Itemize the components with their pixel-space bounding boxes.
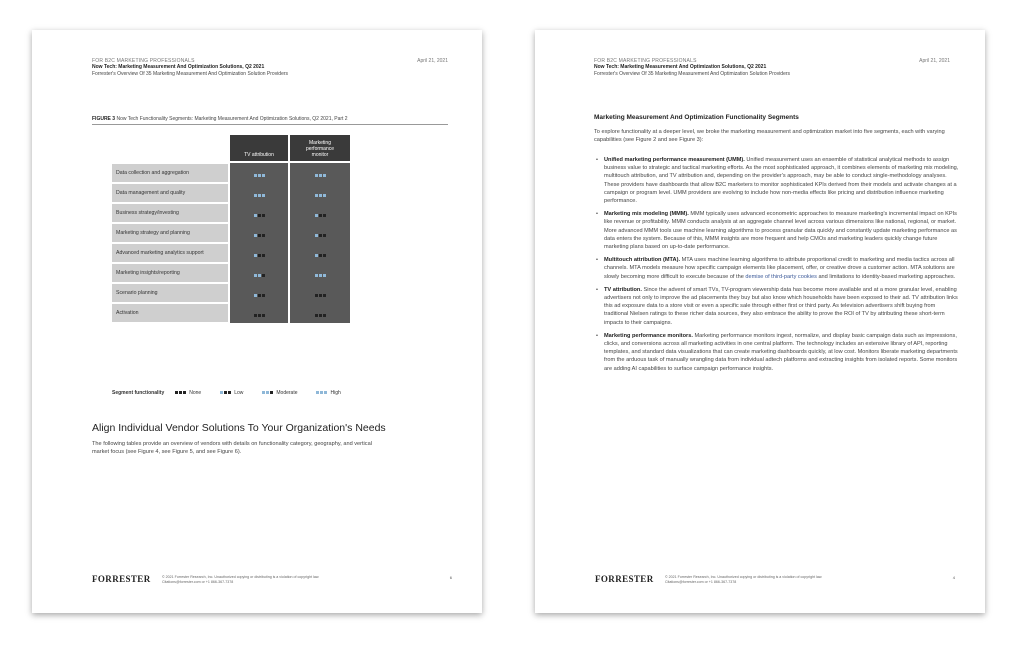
functionality-indicator <box>314 284 326 302</box>
indicator-square <box>315 234 318 237</box>
legend-item <box>261 390 297 396</box>
functionality-indicator <box>314 164 326 182</box>
functionality-indicator <box>261 390 273 396</box>
report-subtitle: Forrester's Overview Of 35 Marketing Measurement And Optimization Solution Providers <box>92 70 289 77</box>
table-cell <box>230 303 288 323</box>
bullet-title: Unified marketing performance measurement (UMM). <box>604 157 745 163</box>
functionality-indicator <box>219 390 231 396</box>
indicator-square <box>254 274 257 277</box>
indicator-square <box>258 294 261 297</box>
indicator-square <box>319 194 322 197</box>
table-row <box>112 303 352 323</box>
intro-paragraph: To explore functionality at a deeper level, we broke the marketing measurement and optimization market into five segments, each with varying capabilities (see Figure 2 and see Figure 3): <box>594 129 945 143</box>
segment-bullet <box>594 156 959 205</box>
indicator-square <box>315 314 318 317</box>
indicator-square <box>258 274 261 277</box>
indicator-square <box>258 194 261 197</box>
legend-item <box>219 390 243 396</box>
functionality-indicator <box>316 390 328 396</box>
indicator-square <box>315 194 318 197</box>
indicator-square <box>262 174 265 177</box>
indicator-square <box>323 294 326 297</box>
indicator-square <box>315 274 318 277</box>
row-label: Data management and quality <box>112 184 228 202</box>
inline-link[interactable]: demise of third-party cookies <box>745 273 817 280</box>
indicator-square <box>262 391 265 394</box>
indicator-square <box>319 294 322 297</box>
indicator-square <box>319 174 322 177</box>
table-cell <box>290 303 350 323</box>
indicator-square <box>258 314 261 317</box>
indicator-square <box>323 254 326 257</box>
indicator-square <box>254 254 257 257</box>
table-row <box>112 183 352 203</box>
row-label: Data collection and aggregation <box>112 164 228 182</box>
report-date: April 21, 2021 <box>417 58 448 64</box>
bullet-title: TV attribution. <box>604 286 642 293</box>
legend-item <box>316 390 341 396</box>
row-label: Activation <box>112 304 228 322</box>
indicator-square <box>262 234 265 237</box>
indicator-square <box>323 174 326 177</box>
column-header-performance-monitor: Marketing performance monitor <box>290 135 350 161</box>
report-date: April 21, 2021 <box>919 58 950 64</box>
document-page-right <box>535 30 985 613</box>
indicator-square <box>323 194 326 197</box>
figure-caption <box>92 116 448 125</box>
indicator-square <box>254 214 257 217</box>
indicator-square <box>258 234 261 237</box>
legend-item-label: Moderate <box>276 390 298 396</box>
indicator-square <box>262 194 265 197</box>
segment-bullet <box>594 256 959 281</box>
table-row <box>112 163 352 183</box>
indicator-square <box>323 234 326 237</box>
row-label: Marketing insights/reporting <box>112 264 228 282</box>
copyright-line: © 2021 Forrester Research, Inc. Unauthorized copying or distributing is a violation of copyright law. <box>162 575 320 579</box>
bullet-text: Marketing performance monitors ingest, normalize, and display basic campaign data such as impressions, clicks, and conversions across all marketing activities in one central platform. The technology includes an extensive library of API, reporting templates, and standard data visualizations that can create marketing dashboards quickly, at low cost. Monitors liberate marketing departments from the arduous task of manually wrangling data from individual adtech platforms and extracting insights from isolated reports. Some monitors are adding AI capabilities to surface campaign performance insights. <box>604 332 958 372</box>
copyright-line: © 2021 Forrester Research, Inc. Unauthorized copying or distributing is a violation of copyright law. <box>665 575 823 579</box>
section-title: Marketing Measurement And Optimization Functionality Segments <box>594 114 799 121</box>
indicator-square <box>258 214 261 217</box>
audience-label: FOR B2C MARKETING PROFESSIONALS <box>594 58 697 64</box>
functionality-indicator <box>253 244 265 262</box>
indicator-square <box>315 254 318 257</box>
copyright-text <box>162 575 402 585</box>
bullet-text: MMM typically uses advanced econometric approaches to measure marketing's incremental impact on KPIs like revenue or profitability. MMM conducts analysis at an aggregate channel level across various dimensions like national, regional, or market. More advanced MMM tools use machine learning algorithms to process granular data quickly and constantly update marketing performance as data enters the system. Because of this, MMM insights are more frequent and help CMOs and marketing leaders quickly change future marketing plans based on up-to-date performance. <box>604 211 957 251</box>
table-cell <box>290 243 350 263</box>
table-cell <box>230 223 288 243</box>
table-cell <box>290 203 350 223</box>
table-cell <box>290 283 350 303</box>
indicator-square <box>254 294 257 297</box>
bullet-text-tail: and limitations to identity-based marketing approaches. <box>816 273 956 280</box>
segment-bullet-list <box>594 156 959 378</box>
contact-line: Citations@forrester.com or +1 866-367-7378 <box>665 580 737 584</box>
page-header <box>594 58 950 77</box>
functionality-indicator <box>314 184 326 202</box>
indicator-square <box>320 391 323 394</box>
indicator-square <box>315 174 318 177</box>
legend-item-label: Low <box>234 390 244 396</box>
functionality-indicator <box>253 264 265 282</box>
indicator-square <box>262 314 265 317</box>
table-cell <box>230 283 288 303</box>
legend-label: Segment functionality <box>112 390 165 396</box>
indicator-square <box>254 174 257 177</box>
indicator-square <box>262 294 265 297</box>
table-cell <box>230 203 288 223</box>
functionality-indicator <box>253 284 265 302</box>
legend-item-label: High <box>330 390 341 396</box>
table-cell <box>230 163 288 183</box>
indicator-square <box>270 391 273 394</box>
row-label: Scenario planning <box>112 284 228 302</box>
row-label: Advanced marketing analytics support <box>112 244 228 262</box>
forrester-logo: FORRESTER <box>92 574 151 584</box>
indicator-square <box>315 214 318 217</box>
table-body <box>112 163 352 323</box>
table-row <box>112 283 352 303</box>
indicator-square <box>179 391 182 394</box>
segment-bullet <box>594 286 959 327</box>
indicator-square <box>254 314 257 317</box>
functionality-indicator <box>314 264 326 282</box>
indicator-square <box>266 391 269 394</box>
indicator-square <box>183 391 186 394</box>
row-label: Marketing strategy and planning <box>112 224 228 242</box>
indicator-square <box>315 294 318 297</box>
forrester-logo: FORRESTER <box>595 574 654 584</box>
segment-bullet <box>594 210 959 251</box>
functionality-indicator <box>314 304 326 322</box>
indicator-square <box>319 314 322 317</box>
table-cell <box>290 223 350 243</box>
indicator-square <box>220 391 223 394</box>
table-cell <box>290 263 350 283</box>
indicator-square <box>316 391 319 394</box>
page-footer <box>92 574 452 594</box>
bullet-title: Multitouch attribution (MTA). <box>604 257 681 264</box>
bullet-text: MTA uses machine learning algorithms to attribute proportional credit to marketing and media tactics across all channels. MTA models measure how specific campaign elements like placement, offer, or creative drove a customer action. MTA solutions are slowly becoming more difficult to execute because of the <box>604 257 955 280</box>
report-title: Now Tech: Marketing Measurement And Optimization Solutions, Q2 2021 <box>594 64 767 71</box>
functionality-indicator <box>314 204 326 222</box>
table-cell <box>230 243 288 263</box>
copyright-text <box>665 575 905 585</box>
table-cell <box>230 183 288 203</box>
report-title: Now Tech: Marketing Measurement And Optimization Solutions, Q2 2021 <box>92 64 265 71</box>
indicator-square <box>319 214 322 217</box>
audience-label: FOR B2C MARKETING PROFESSIONALS <box>92 58 195 64</box>
table-row <box>112 223 352 243</box>
table-row <box>112 243 352 263</box>
contact-line: Citations@forrester.com or +1 866-367-7378 <box>162 580 234 584</box>
figure-title: Now Tech Functionality Segments: Marketing Measurement And Optimization Solutions, Q2 2021, Part 2 <box>116 116 348 122</box>
functionality-indicator <box>314 244 326 262</box>
indicator-square <box>323 274 326 277</box>
indicator-square <box>175 391 178 394</box>
table-cell <box>290 163 350 183</box>
functionality-indicator <box>253 304 265 322</box>
indicator-square <box>262 214 265 217</box>
indicator-square <box>228 391 231 394</box>
bullet-text: Unified measurement uses an ensemble of statistical analytical methods to assign business value to strategic and tactical marketing efforts. As the most sophisticated approach, it combines elements of marketing mix modeling, multitouch attribution, and TV attribution and, depending on the provider's approach, may be able to conduct single-methodology analyses. These providers have dashboards that allow B2C marketers to monitor sophisticated KPIs derived from their models and activate changes at a campaign or program level. UMM providers are evolving to include how non-media effects like pricing and distribution influence marketing performance. <box>604 157 959 205</box>
page-number: 4 <box>952 575 955 580</box>
legend-items <box>174 390 359 396</box>
figure-label: FIGURE 3 <box>92 116 116 122</box>
legend-item <box>174 390 201 396</box>
bullet-title: Marketing mix modeling (MMM). <box>604 211 689 218</box>
row-label: Business strategy/investing <box>112 204 228 222</box>
indicator-square <box>254 194 257 197</box>
segment-legend <box>112 390 442 396</box>
indicator-square <box>323 214 326 217</box>
indicator-square <box>262 274 265 277</box>
indicator-square <box>319 254 322 257</box>
functionality-indicator <box>253 224 265 242</box>
table-cell <box>230 263 288 283</box>
body-paragraph: The following tables provide an overview of vendors with details on functionality category, geography, and vertical market focus (see Figure 4, see Figure 5, and see Figure 6). <box>92 441 372 455</box>
section-heading: Align Individual Vendor Solutions To Your Organization's Needs <box>92 422 386 434</box>
report-subtitle: Forrester's Overview Of 35 Marketing Measurement And Optimization Solution Providers <box>594 70 791 77</box>
table-row <box>112 203 352 223</box>
functionality-indicator <box>253 184 265 202</box>
indicator-square <box>254 234 257 237</box>
table-row <box>112 263 352 283</box>
segment-bullet <box>594 332 959 373</box>
table-cell <box>290 183 350 203</box>
page-header <box>92 58 448 77</box>
indicator-square <box>258 174 261 177</box>
bullet-text: Since the advent of smart TVs, TV-program viewership data has become more available and at a more granular level, enabling advertisers not only to improve the ad placements they buy but also know which households have been exposed to their ad. TV attribution links this ad exposure data to a store visit or even a specific sale through either first or third party. As television advertisers shift buying from traditional Nielsen ratings to these richer data sources, they also embrace the ability to prove the ROI of TV by attributing these short-term impacts to their campaigns. <box>604 286 958 326</box>
indicator-square <box>324 391 327 394</box>
indicator-square <box>319 234 322 237</box>
indicator-square <box>323 314 326 317</box>
page-footer <box>595 574 955 594</box>
legend-item-label: None <box>189 390 202 396</box>
page-number: 6 <box>449 575 452 580</box>
bullet-title: Marketing performance monitors. <box>604 332 693 339</box>
indicator-square <box>262 254 265 257</box>
functionality-indicator <box>174 390 186 396</box>
indicator-square <box>319 274 322 277</box>
functionality-indicator <box>253 204 265 222</box>
indicator-square <box>258 254 261 257</box>
document-page-left <box>32 30 482 613</box>
functionality-indicator <box>253 164 265 182</box>
indicator-square <box>224 391 227 394</box>
column-header-tv-attribution: TV attribution <box>230 135 288 161</box>
functionality-indicator <box>314 224 326 242</box>
